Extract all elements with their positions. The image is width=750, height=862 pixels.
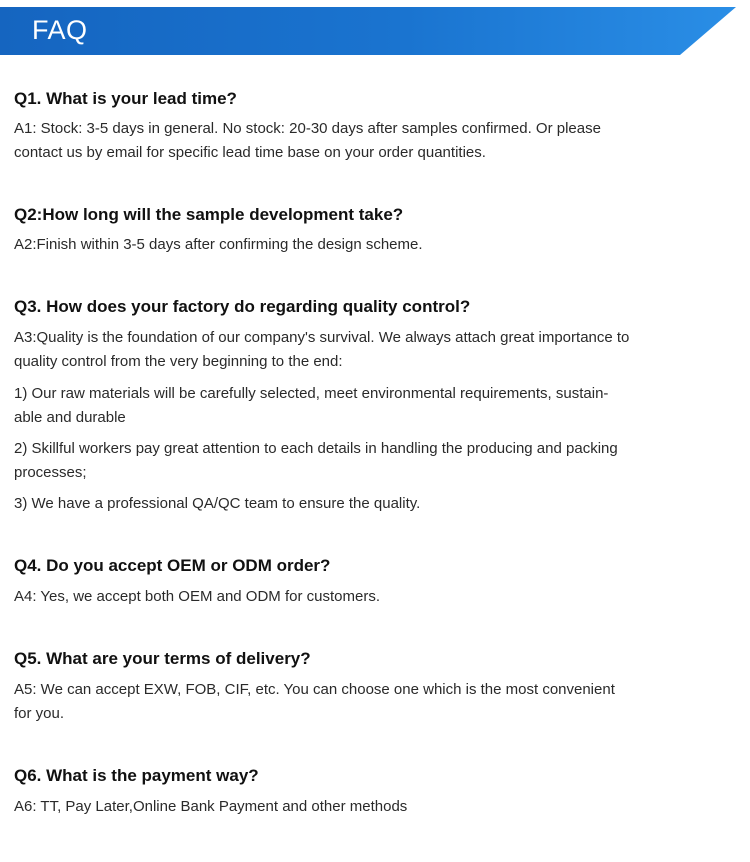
faq-answer-6-line-1: A6: TT, Pay Later,Online Bank Payment and other methods <box>14 798 408 815</box>
faq-question-1: Q1. What is your lead time? <box>14 89 237 108</box>
faq-question-2: Q2:How long will the sample development take? <box>14 205 404 224</box>
faq-answer-5-line-1: A5: We can accept EXW, FOB, CIF, etc. You can choose one which is the most convenient <box>14 681 615 698</box>
faq-answer-4-line-1: A4: Yes, we accept both OEM and ODM for customers. <box>14 588 380 605</box>
faq-answer-3-point-2-line-1: 2) Skillful workers pay great attention to each details in handling the producing and packing <box>14 440 618 457</box>
faq-question-5: Q5. What are your terms of delivery? <box>14 649 311 668</box>
page-title: FAQ <box>32 15 88 45</box>
faq-answer-5-line-2: for you. <box>14 705 65 722</box>
faq-answer-3-point-3-line-1: 3) We have a professional QA/QC team to ensure the quality. <box>14 495 421 512</box>
header-banner-shape <box>0 7 750 55</box>
faq-answer-3-line-1: A3:Quality is the foundation of our company's survival. We always attach great importance to <box>14 329 630 346</box>
faq-answer-1-line-1: A1: Stock: 3-5 days in general. No stock: 20-30 days after samples confirmed. Or please <box>14 120 601 137</box>
faq-answer-3-line-2: quality control from the very beginning to the end: <box>14 353 343 370</box>
faq-answer-3-point-2-line-2: processes; <box>14 464 87 481</box>
faq-answer-1-line-2: contact us by email for specific lead time base on your order quantities. <box>14 144 486 161</box>
faq-question-3: Q3. How does your factory do regarding quality control? <box>14 297 471 316</box>
faq-header-banner <box>0 7 750 55</box>
faq-question-6: Q6. What is the payment way? <box>14 766 259 785</box>
faq-answer-2-line-1: A2:Finish within 3-5 days after confirming the design scheme. <box>14 236 423 253</box>
faq-answer-3-point-1-line-1: 1) Our raw materials will be carefully selected, meet environmental requirements, sustain- <box>14 385 609 402</box>
faq-answer-3-point-1-line-2: able and durable <box>14 409 126 426</box>
faq-question-4: Q4. Do you accept OEM or ODM order? <box>14 556 331 575</box>
